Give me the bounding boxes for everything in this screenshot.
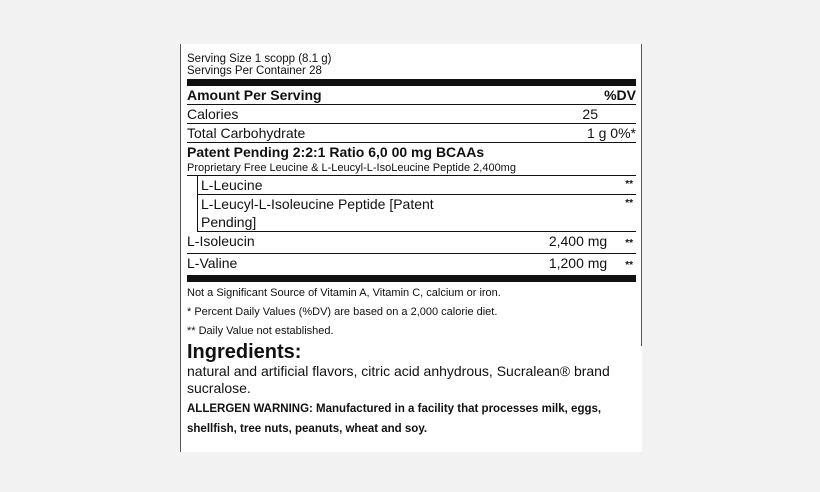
footnote: ** Daily Value not established. bbox=[187, 325, 334, 337]
ingredient-row bbox=[187, 254, 636, 282]
amount-header-row bbox=[187, 79, 636, 105]
footnote: Not a Significant Source of Vitamin A, Vitamin C, calcium or iron. bbox=[187, 287, 501, 299]
ingredients-text: natural and artificial flavors, citric acid anhydrous, Sucralean® brand sucralose. bbox=[187, 363, 610, 396]
ingredient-amount: 2,400 mg bbox=[548, 233, 608, 249]
allergen-warning: ALLERGEN WARNING: Manufactured in a facility that processes milk, eggs, shellfish, tree nuts, peanuts, wheat and soy. bbox=[187, 403, 602, 435]
calories-label: Calories bbox=[187, 106, 239, 122]
ingredient-stars: ** bbox=[625, 260, 633, 271]
amount-per-serving-heading: Amount Per Serving bbox=[187, 87, 322, 103]
carbohydrate-label: Total Carbohydrate bbox=[187, 125, 306, 141]
sub-ingredient-name: L-Leucine bbox=[197, 176, 263, 194]
supplement-facts-panel bbox=[180, 44, 642, 452]
carbohydrate-row bbox=[187, 124, 636, 143]
sub-ingredient-row bbox=[197, 195, 636, 232]
carbohydrate-value: 1 g 0%* bbox=[586, 125, 636, 141]
footnote: * Percent Daily Values (%DV) are based on a 2,000 calorie diet. bbox=[187, 306, 498, 318]
blend-subtitle: Proprietary Free Leucine & L-Leucyl-L-IsoLeucine Peptide 2,400mg bbox=[187, 161, 636, 176]
servings-per-container: Servings Per Container 28 bbox=[187, 65, 322, 77]
ingredients-heading: Ingredients: bbox=[187, 341, 302, 363]
dv-heading: %DV bbox=[604, 87, 636, 103]
serving-size: Serving Size 1 scopp (8.1 g) bbox=[187, 53, 332, 65]
ingredient-row bbox=[187, 232, 636, 254]
sub-ingredient-row bbox=[197, 176, 636, 195]
calories-row bbox=[187, 105, 636, 124]
nutrition-label bbox=[187, 53, 636, 439]
ingredient-stars: ** bbox=[625, 238, 633, 249]
sub-ingredient-stars: ** bbox=[625, 198, 633, 209]
blend-title: Patent Pending 2:2:1 Ratio 6,0 00 mg BCAAs bbox=[187, 144, 485, 160]
calories-value: 25 bbox=[582, 106, 598, 122]
ingredient-amount: 1,200 mg bbox=[548, 255, 608, 271]
sub-ingredient-stars: ** bbox=[625, 179, 633, 190]
ingredient-name: L-Valine bbox=[187, 255, 238, 271]
sub-ingredient-name: L-Leucyl-L-Isoleucine Peptide [Patent Pending] bbox=[197, 195, 491, 231]
ingredient-name: L-Isoleucin bbox=[187, 233, 255, 249]
